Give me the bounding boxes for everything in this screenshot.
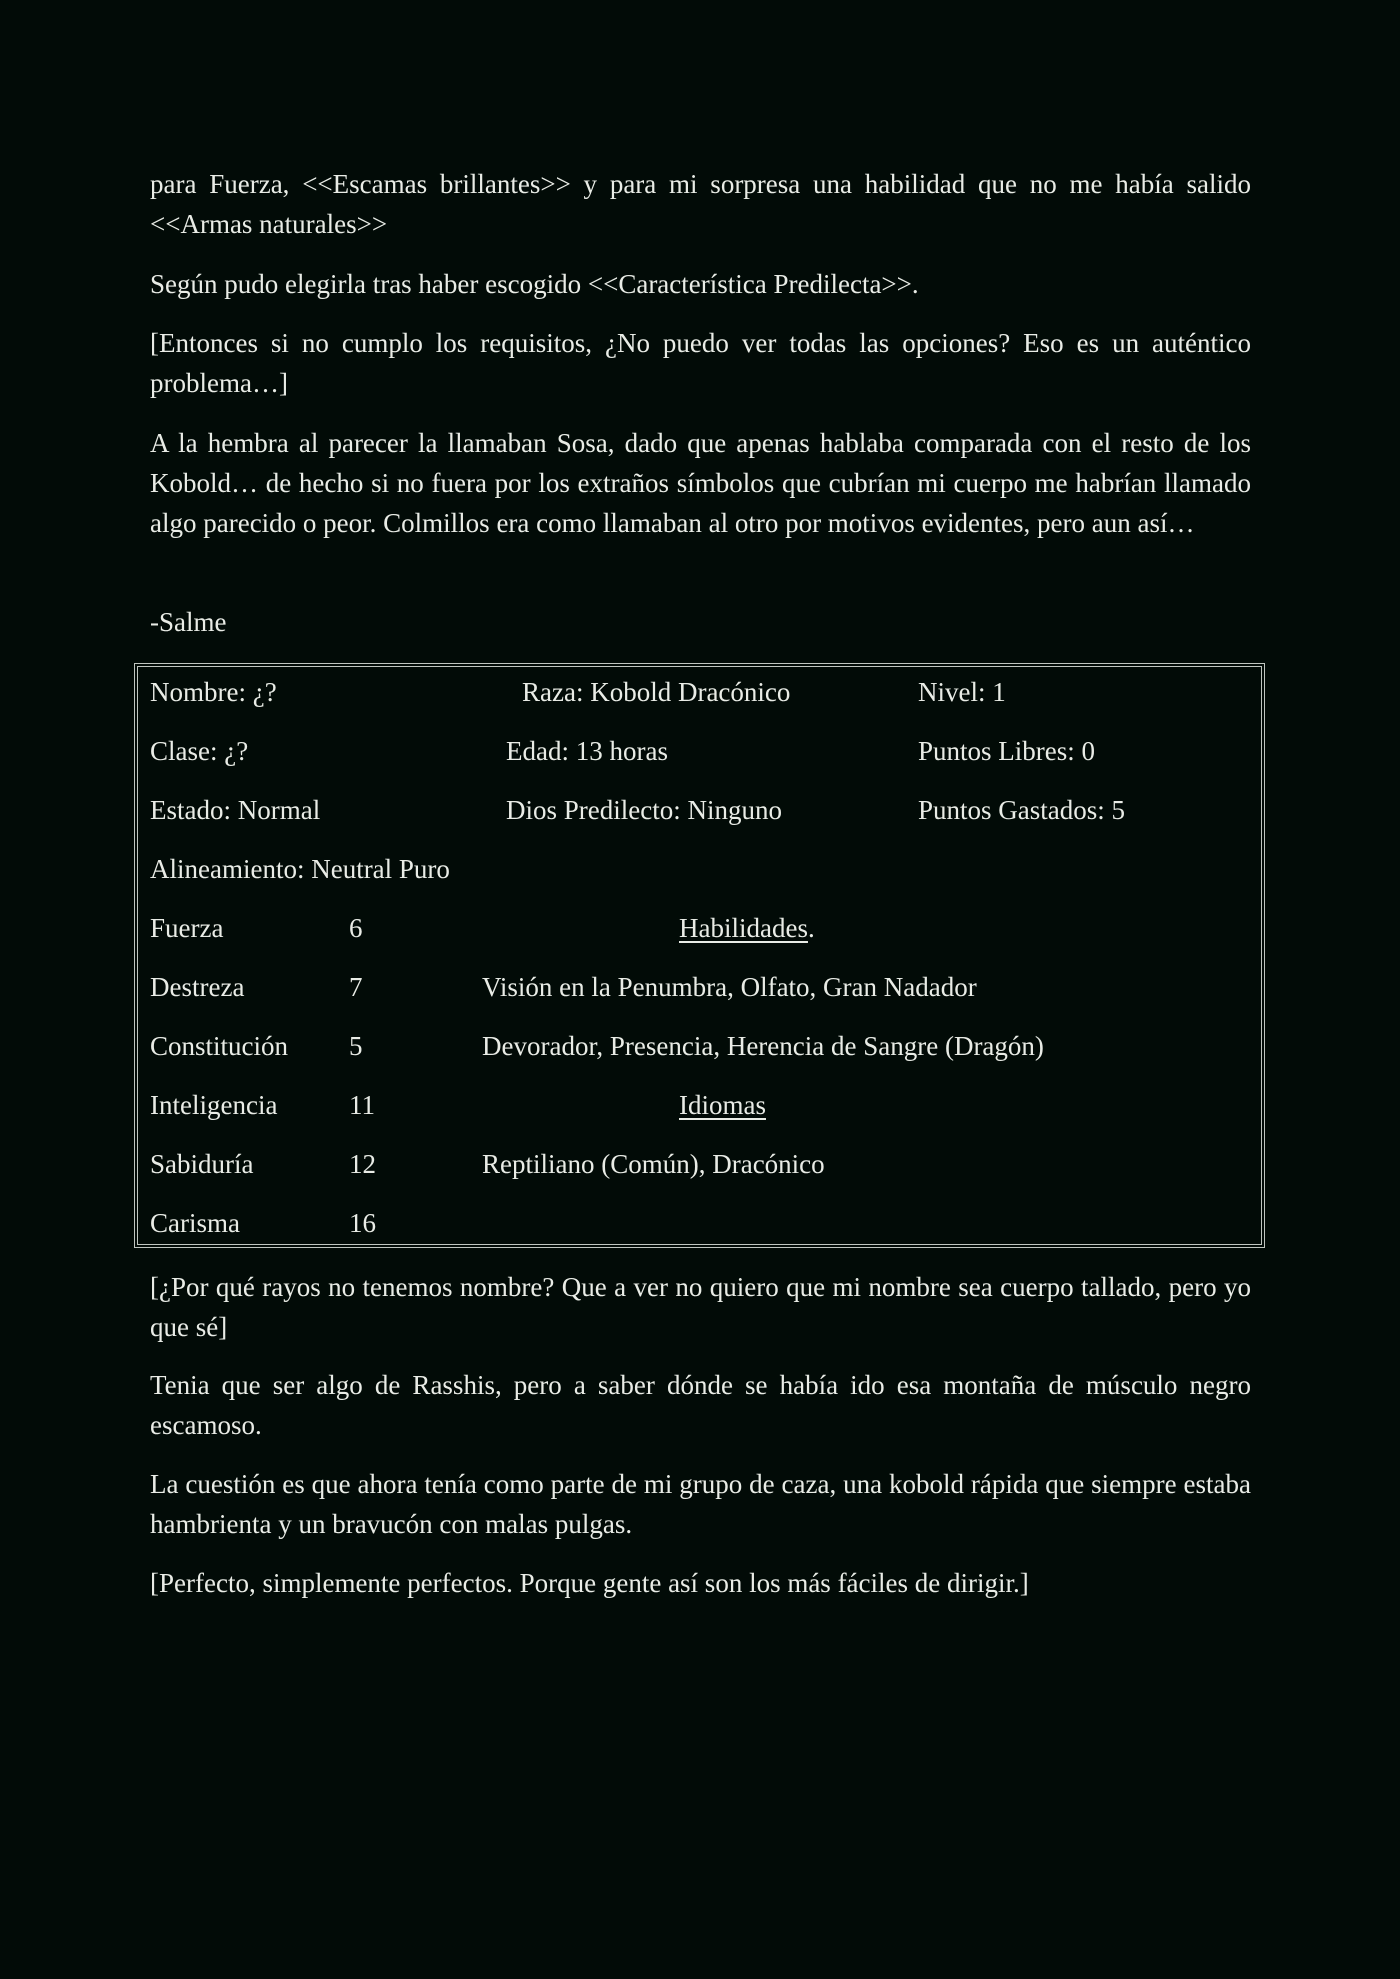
paragraph-3: [Entonces si no cumplo los requisitos, ¿No puedo ver todas las opciones? Eso es un auténtico problema…] xyxy=(150,328,1251,398)
stat-value: 6 xyxy=(349,913,363,943)
paragraph-7: Tenia que ser algo de Rasshis, pero a saber dónde se había ido esa montaña de músculo negro escamoso. xyxy=(150,1370,1251,1440)
habilidades-period: . xyxy=(807,913,815,943)
idiomas-line: Reptiliano (Común), Dracónico xyxy=(482,1149,825,1179)
status-estado: Estado: Normal xyxy=(150,795,321,825)
status-nivel: Nivel: 1 xyxy=(918,677,1006,707)
stat-value: 5 xyxy=(349,1031,363,1061)
paragraph-4: A la hembra al parecer la llamaban Sosa, dado que apenas hablaba comparada con el resto de los Kobold… de hecho si no fuera por los extraños símbolos que cubrían mi cuerpo me habrían llamado algo parecido o peor. Colmillos era como llamaban al otro por motivos evidentes, pero aun así… xyxy=(150,428,1251,538)
stat-name: Sabiduría xyxy=(150,1149,254,1179)
stat-name: Fuerza xyxy=(150,913,224,943)
status-clase: Clase: ¿? xyxy=(150,736,249,766)
habilidades-heading: Habilidades xyxy=(679,913,808,943)
status-edad: Edad: 13 horas xyxy=(506,736,668,766)
status-dios: Dios Predilecto: Ninguno xyxy=(506,795,782,825)
paragraph-9: [Perfecto, simplemente perfectos. Porque gente así son los más fáciles de dirigir.] xyxy=(150,1568,1029,1598)
stat-value: 12 xyxy=(349,1149,376,1179)
paragraph-5: -Salme xyxy=(150,607,227,637)
stat-value: 11 xyxy=(349,1090,375,1120)
habilidades-heading-row xyxy=(679,910,815,946)
status-raza: Raza: Kobold Dracónico xyxy=(522,677,791,707)
stat-name: Carisma xyxy=(150,1208,240,1238)
stat-name: Constitución xyxy=(150,1031,289,1061)
paragraph-6: [¿Por qué rayos no tenemos nombre? Que a ver no quiero que mi nombre sea cuerpo tallado, pero yo que sé] xyxy=(150,1272,1251,1342)
stat-value: 16 xyxy=(349,1208,376,1238)
status-puntos-gastados: Puntos Gastados: 5 xyxy=(918,795,1126,825)
paragraph-8: La cuestión es que ahora tenía como parte de mi grupo de caza, una kobold rápida que siempre estaba hambrienta y un bravucón con malas pulgas. xyxy=(150,1469,1251,1539)
stat-name: Destreza xyxy=(150,972,245,1002)
status-alineamiento: Alineamiento: Neutral Puro xyxy=(150,854,450,884)
habilidades-line-1: Visión en la Penumbra, Olfato, Gran Nadador xyxy=(482,972,977,1002)
habilidades-line-2: Devorador, Presencia, Herencia de Sangre (Dragón) xyxy=(482,1031,1044,1061)
paragraph-1: para Fuerza, <<Escamas brillantes>> y para mi sorpresa una habilidad que no me había salido <<Armas naturales>> xyxy=(150,169,1251,239)
idiomas-heading: Idiomas xyxy=(679,1090,766,1120)
status-puntos-libres: Puntos Libres: 0 xyxy=(918,736,1096,766)
paragraph-2: Según pudo elegirla tras haber escogido <<Característica Predilecta>>. xyxy=(150,269,919,299)
stat-name: Inteligencia xyxy=(150,1090,278,1120)
status-box xyxy=(134,663,1265,1248)
stat-value: 7 xyxy=(349,972,363,1002)
status-nombre: Nombre: ¿? xyxy=(150,677,277,707)
